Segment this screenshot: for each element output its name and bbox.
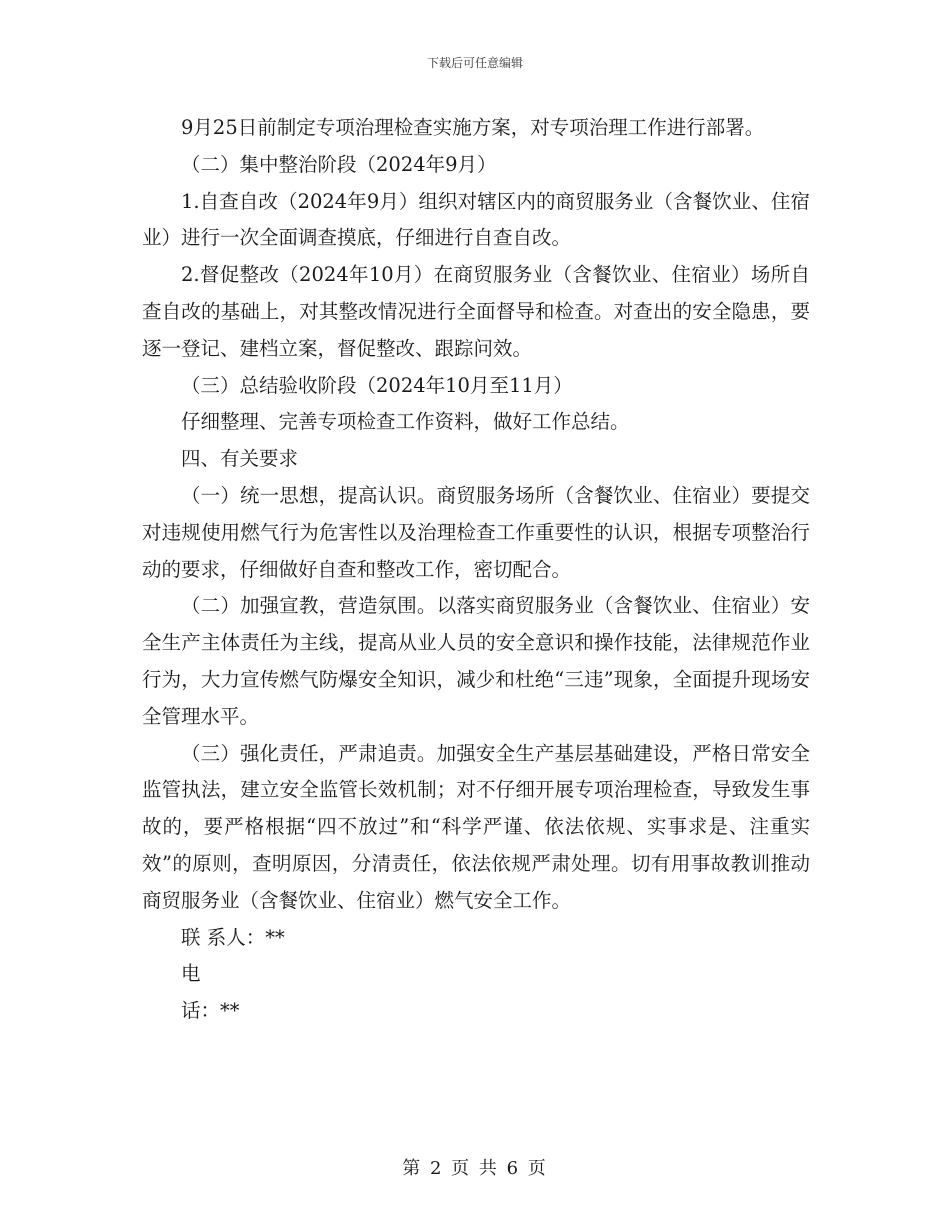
heading-summary-acceptance: （三）总结验收阶段（2024年10月至11月） (181, 373, 573, 397)
paragraph-unify-thinking: （一）统一思想，提高认识。商贸服务场所（含餐饮业、住宿业）要提交对违规使用燃气行为危害性以及治理检查工作重要性的认识，根据专项整治行动的要求，仔细做好自查和整改工作，密切配合。 (142, 483, 810, 581)
paragraph-supervise-rectify: 2.督促整改（2024年10月）在商贸服务业（含餐饮业、住宿业）场所自查自改的基础上，对其整改情况进行全面督导和检查。对查出的安全隐患，要逐一登记、建档立案，督促整改、跟踪问效。 (142, 263, 810, 360)
paragraph-summary-work: 仔细整理、完善专项检查工作资料，做好工作总结。 (181, 410, 630, 434)
paragraph-publicity: （二）加强宣教，营造氛围。以落实商贸服务业（含餐饮业、住宿业）安全生产主体责任为主线，提高从业人员的安全意识和操作技能，法律规范作业行为，大力宣传燃气防爆安全知识，减少和杜绝“三违”现象，全面提升现场安全管理水平。 (142, 594, 810, 728)
document-body (142, 110, 810, 1030)
heading-requirements: 四、有关要求 (181, 447, 299, 471)
paragraph-responsibility: （三）强化责任，严肃追责。加强安全生产基层基础建设，严格日常安全监管执法，建立安全监管长效机制；对不仔细开展专项治理检查，导致发生事故的，要严格根据“四不放过”和“科学严谨、依法依规、实事求是、注重实效”的原则，查明原因，分清责任，依法依规严肃处理。切有用事故教训推动商贸服务业（含餐饮业、住宿业）燃气安全工作。 (142, 741, 810, 912)
heading-concentrated-rectification: （二）集中整治阶段（2024年9月） (181, 152, 497, 176)
contact-phone-value: 话：** (181, 999, 240, 1023)
contact-person: 联 系人：** (181, 925, 285, 949)
page-header: 下载后可任意编辑 (426, 56, 523, 70)
paragraph-plan-deadline: 9月25日前制定专项治理检查实施方案，对专项治理工作进行部署。 (181, 116, 765, 139)
contact-phone-label: 电 (181, 962, 201, 986)
paragraph-self-check: 1.自查自改（2024年9月）组织对辖区内的商贸服务业（含餐饮业、住宿业）进行一次全面调查摸底，仔细进行自查自改。 (142, 189, 810, 250)
page-footer: 第 2 页 共 6 页 (402, 1158, 548, 1179)
